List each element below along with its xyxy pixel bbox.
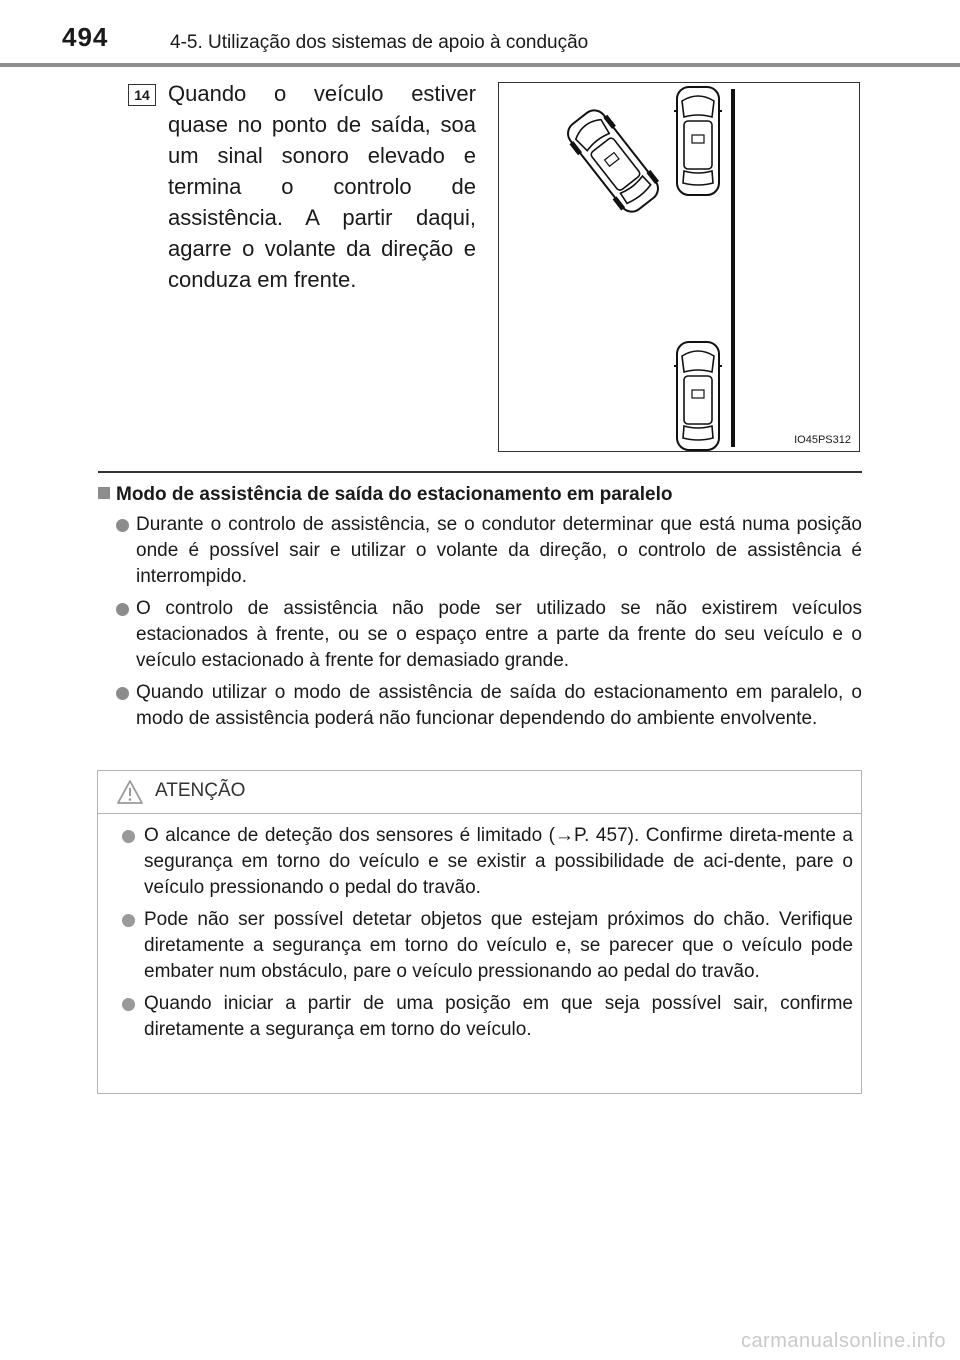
list-item xyxy=(122,907,853,985)
list-item-text: Pode não ser possível detetar objetos que estejam próximos do chão. Verifique diretamente a segurança em torno do veículo e, se parecer que o veículo pode embater num obstáculo, pare o veículo pressionando ao pedal do travão. xyxy=(144,909,853,982)
parked-car-front xyxy=(674,87,722,195)
list-item-text: Durante o controlo de assistência, se o condutor determinar que está numa posição onde é possível sair e utilizar o volante da direção, o controlo de assistência é interrompido. xyxy=(136,514,862,587)
bullet-icon xyxy=(122,998,135,1011)
list-item-text: Quando utilizar o modo de assistência de saída do estacionamento em paralelo, o modo de assistência poderá não funcionar dependendo do ambiente envolvente. xyxy=(136,682,862,729)
step-instruction-text: Quando o veículo estiver quase no ponto de saída, soa um sinal sonoro elevado e termina o controlo de assistência. A partir daqui, agarre o volante da direção e conduza em frente. xyxy=(168,81,476,292)
caution-header xyxy=(98,771,861,814)
list-item-text: O alcance de deteção dos sensores é limitado (→P. 457). Confirme direta-mente a segurança em torno do veículo e se existir a possibilidade de aci-dente, pare o veículo pressionando o pedal do travão. xyxy=(144,825,853,898)
caution-box xyxy=(97,770,862,1094)
parking-diagram xyxy=(499,83,861,453)
bullet-icon xyxy=(122,914,135,927)
section-heading xyxy=(98,484,672,506)
parallel-exit-illustration xyxy=(498,82,860,452)
bullet-icon xyxy=(116,603,129,616)
list-item xyxy=(98,596,862,674)
figure-code: IO45PS312 xyxy=(794,434,851,446)
page-number: 494 xyxy=(62,22,109,52)
list-item xyxy=(98,512,862,590)
warning-triangle-icon xyxy=(116,779,144,805)
step-number-badge: 14 xyxy=(128,84,156,106)
notes-list xyxy=(98,512,862,738)
list-item-text: O controlo de assistência não pode ser utilizado se não existirem veículos estacionados à frente, ou se o espaço entre a parte da frente do seu veículo e o veículo estacionado à frente for demasiado grande. xyxy=(136,598,862,671)
bullet-icon xyxy=(116,519,129,532)
bullet-icon xyxy=(116,687,129,700)
list-item-text: Quando iniciar a partir de uma posição em que seja possível sair, confirme diretamente a segurança em torno do veículo. xyxy=(144,993,853,1040)
square-bullet-icon xyxy=(98,487,110,499)
section-title: 4-5. Utilização dos sistemas de apoio à condução xyxy=(170,32,589,53)
list-item xyxy=(122,991,853,1043)
caution-list xyxy=(122,823,853,1049)
parked-car-rear xyxy=(674,342,722,450)
list-item xyxy=(98,680,862,732)
section-heading-text: Modo de assistência de saída do estacionamento em paralelo xyxy=(116,484,673,505)
page-header xyxy=(0,0,960,66)
header-divider xyxy=(0,63,960,67)
caution-title: ATENÇÃO xyxy=(155,780,246,801)
list-item xyxy=(122,823,853,901)
bullet-icon xyxy=(122,830,135,843)
own-vehicle-exiting xyxy=(561,104,665,219)
section-divider xyxy=(98,471,862,473)
watermark: carmanualsonline.info xyxy=(740,1330,946,1352)
